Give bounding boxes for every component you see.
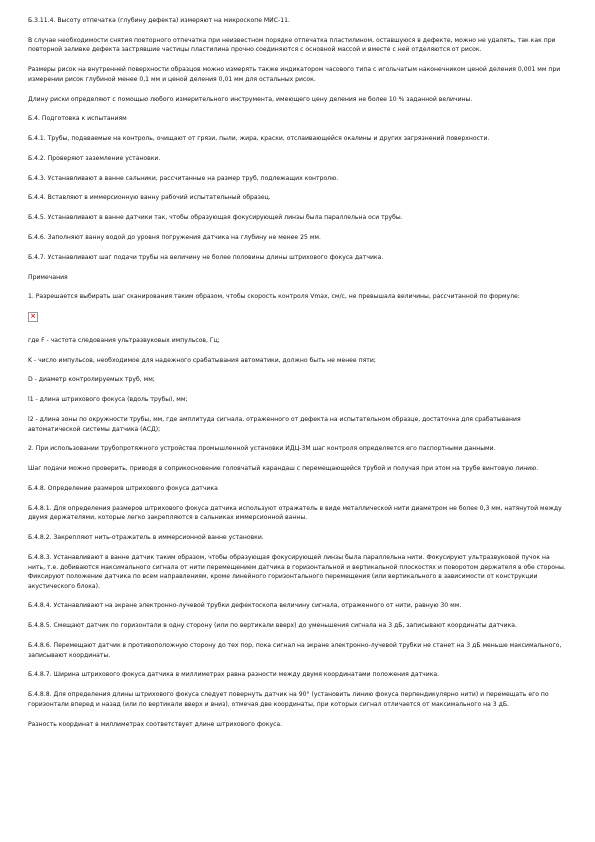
- paragraph-measure-indicator: Размеры рисок на внутренней поверхности образцов можно измерять также индикатором часового типа с игольчатым наконечником ценой деления 0,001 мм при измерении рисок глубиной менее 0,1 мм и ценой деления 0,01 мм для остальных рисок.: [28, 66, 561, 83]
- paragraph-b484: Б.4.8.4. Устанавливают на экране электронно-лучевой трубки дефектоскопа величину сигнала, отраженного от нити, равную 30 мм.: [28, 602, 462, 610]
- formula-container: [28, 312, 568, 326]
- paragraph-b482: Б.4.8.2. Закрепляют нить-отражатель в иммерсионной ванне установки.: [28, 534, 264, 542]
- paragraph-b487: Б.4.8.7. Ширина штрихового фокуса датчика в миллиметрах равна разности между двумя координатами положения датчика.: [28, 671, 440, 679]
- paragraph-retake-imprint: В случае необходимости снятия повторного отпечатка при неизвестном порядке отпечатка пластилином, оставшуюся в дефекте, можно не удалять, так как при повторной заливке дефекта застрявшие частицы пластилина прочно соединяются с основной массой и вместе с ней отделяются от рисок.: [28, 36, 556, 54]
- definition-l1: l1 - длина штрихового фокуса (вдоль трубы), мм;: [28, 396, 188, 404]
- paragraph-b488: Б.4.8.8. Для определения длины штрихового фокуса следует повернуть датчик на 90° (установить линию фокуса перпендикулярно нити) и перемещать его по горизонтали вперед и назад (или по вертикали вверх и вниз), отмечая две координаты, при которых сигнал отличается от максимального на 3 дБ.: [28, 691, 549, 708]
- paragraph-b3114: Б.3.11.4. Высоту отпечатка (глубину дефекта) измеряют на микроскопе МИС-11.: [28, 17, 290, 24]
- definition-l2: l2 - длина зоны по окружности трубы, мм, где амплитуда сигнала, отраженного от дефекта на испытательном образце, достаточна для срабатывания автоматической системы датчика (АСД);: [28, 416, 521, 433]
- note-1-scan-step: 1. Разрешается выбирать шаг сканирования таким образом, чтобы скорость контроля Vmax, см/с, не превышала величины, рассчитанной по формуле:: [28, 293, 520, 301]
- paragraph-b41: Б.4.1. Трубы, подаваемые на контроль, очищают от грязи, пыли, жира, краски, отслаивающейся окалины и других загрязнений поверхности.: [28, 135, 490, 143]
- paragraph-b483: Б.4.8.3. Устанавливают в ванне датчик таким образом, чтобы образующая фокусирующей линзы была параллельна нити. Фокусируют ультразвуковой пучок на нить, т.е. добиваются максимального сигнала от нити перемещением датчика в горизонтальной и вертикальной плоскостях и поворотом держателя в обе стороны. Фиксируют положение датчика по всем направлениям, кроме линейного горизонтального перемещения (или вертикального в зависимости от конструкции акустического блока).: [28, 553, 566, 590]
- paragraph-scratch-length: Длину риски определяют с помощью любого измерительного инструмента, имеющего цену деления не более 10 % заданной величины.: [28, 95, 473, 103]
- definition-f: где F - частота следования ультразвуковых импульсов, Гц;: [28, 336, 220, 344]
- paragraph-b481: Б.4.8.1. Для определения размеров штрихового фокуса датчика используют отражатель в виде металлической нити диаметром не более 0,3 мм, натянутой между двумя держателями, которые легко закрепляются в сальниках иммерсионной ванны.: [28, 504, 562, 522]
- section-heading-b4: Б.4. Подготовка к испытаниям: [28, 115, 127, 123]
- definition-d: D - диаметр контролируемых труб, мм;: [28, 376, 155, 384]
- definition-k: K - число импульсов, необходимое для надежного срабатывания автоматики, должно быть не менее пяти;: [28, 356, 376, 364]
- broken-image-icon: ×: [28, 312, 38, 322]
- paragraph-coordinate-difference: Разность координат в миллиметрах соответствует длине штрихового фокуса.: [28, 720, 283, 728]
- paragraph-b485: Б.4.8.5. Смещают датчик по горизонтали в одну сторону (или по вертикали вверх) до уменьшения сигнала на 3 дБ, записывают координаты датчика.: [28, 622, 517, 630]
- note-2-idc3m: 2. При использовании трубопротяжного устройства промышленной установки ИДЦ-3М шаг контроля определяется его паспортными данными.: [28, 445, 496, 453]
- paragraph-b44: Б.4.4. Вставляют в иммерсионную ванну рабочий испытательный образец.: [28, 194, 271, 202]
- paragraph-b45: Б.4.5. Устанавливают в ванне датчики так, чтобы образующая фокусирующей линзы была параллельна оси трубы.: [28, 214, 403, 222]
- document-page: [28, 16, 568, 739]
- notes-heading: Примечания: [28, 273, 68, 281]
- paragraph-b486: Б.4.8.6. Перемещают датчик в противоположную сторону до тех пор, пока сигнал на экране электронно-лучевой трубки не станет на 3 дБ меньше максимального, записывают координаты.: [28, 642, 562, 659]
- paragraph-b43: Б.4.3. Устанавливают в ванне сальники, рассчитанные на размер труб, подлежащих контролю.: [28, 174, 339, 182]
- paragraph-b46: Б.4.6. Заполняют ванну водой до уровня погружения датчика на глубину не менее 25 мм.: [28, 234, 321, 241]
- paragraph-b47: Б.4.7. Устанавливают шаг подачи трубы на величину не более половины длины штрихового фокуса датчика.: [28, 253, 384, 261]
- section-heading-b48: Б.4.8. Определение размеров штрихового фокуса датчика: [28, 484, 218, 492]
- paragraph-b42: Б.4.2. Проверяют заземление установки.: [28, 154, 161, 162]
- paragraph-step-check: Шаг подачи можно проверить, приводя в соприкосновение головчатый карандаш с перемещающейся трубой и получая при этом на трубе винтовую линию.: [28, 465, 539, 473]
